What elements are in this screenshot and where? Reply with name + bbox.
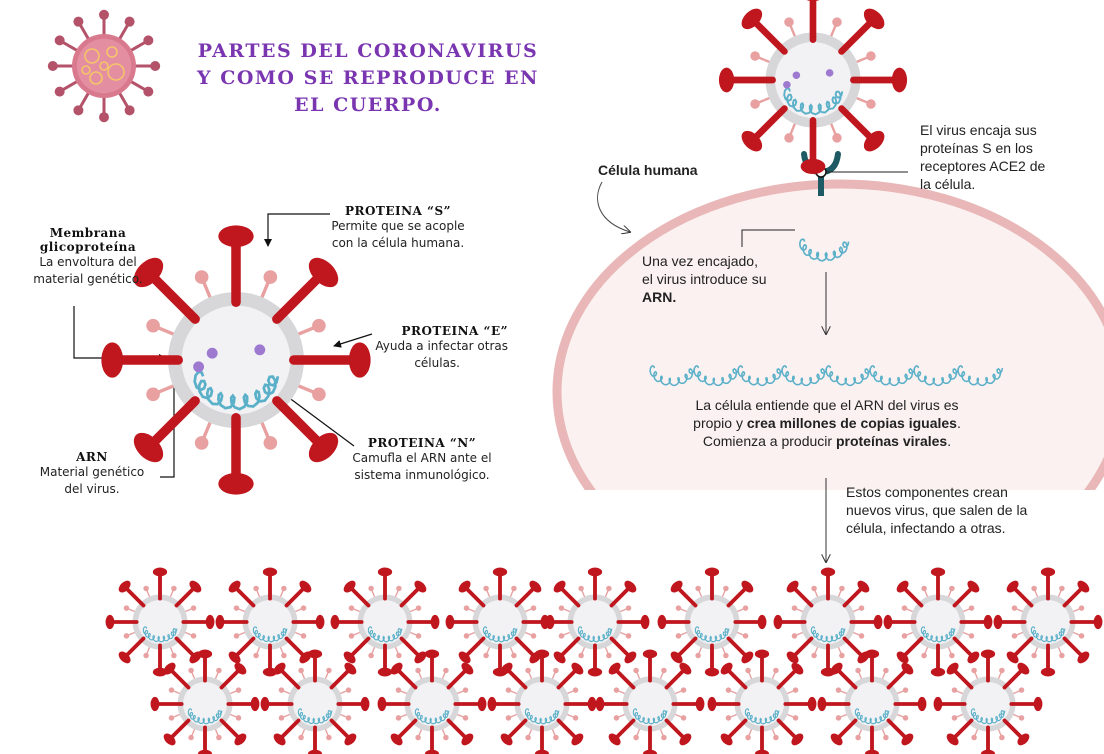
arn-desc-1: Material genético [39, 465, 145, 479]
protein-s-heading: PROTEINA “S” [344, 204, 452, 218]
new-virus [106, 568, 215, 677]
new-virus [774, 568, 883, 677]
step4-text [846, 483, 1076, 537]
label-arn [24, 450, 160, 498]
step1-text [920, 121, 1090, 193]
membrane-heading-2: glicoproteína [39, 240, 137, 254]
label-protein-s [318, 204, 478, 252]
step1-line-1: El virus encaja sus [920, 122, 1037, 138]
step3-line-3 [640, 432, 1014, 450]
label-protein-n [340, 436, 504, 484]
label-membrane [18, 226, 158, 288]
title-line-2: Y COMO SE REPRODUCE EN [197, 67, 539, 89]
step3-line-2b: crea millones de copias iguales [746, 415, 957, 431]
step2-text [642, 252, 812, 306]
new-virus [261, 650, 370, 754]
step3-line-3b: proteínas virales [835, 433, 948, 449]
title-virus-icon [48, 10, 160, 122]
step3-line-2a: propio y [693, 415, 747, 431]
step3-line-2c: . [956, 415, 961, 431]
title-line-3: EL CUERPO. [294, 94, 442, 116]
step1-line-3: receptores ACE2 de [920, 158, 1046, 174]
step4-line-3: célula, infectando a otras. [846, 520, 1006, 536]
step3-text [640, 396, 1014, 450]
new-virus [216, 568, 325, 677]
step4-line-2: nuevos virus, que salen de la [846, 502, 1028, 518]
step3-line-3c: . [947, 433, 952, 449]
step4-line-1: Estos componentes crean [846, 484, 1008, 500]
new-virus [446, 568, 555, 677]
label-protein-e [348, 324, 508, 372]
cell-pointer-arrow [598, 182, 630, 232]
membrane-desc-1: La envoltura del [39, 255, 137, 269]
step1-line-4: la célula. [920, 176, 976, 192]
arn-desc-2: del virus. [64, 482, 120, 496]
protein-e-heading: PROTEINA “E” [401, 324, 508, 338]
membrane-heading-1: Membrana [49, 226, 127, 240]
step2-line-3: ARN. [642, 289, 677, 305]
step3-line-1: La célula entiende que el ARN del virus es [695, 397, 959, 413]
protein-e-desc-2: células. [414, 356, 460, 370]
protein-n-desc-2: sistema inmunológico. [354, 468, 490, 482]
protein-s-desc-2: con la célula humana. [331, 236, 465, 250]
new-virus [541, 568, 650, 677]
protein-s-desc-1: Permite que se acople [331, 219, 465, 233]
step2-line-2: el virus introduce su [642, 271, 767, 287]
cell-label: Célula humana [598, 162, 698, 178]
step3-line-2 [640, 414, 1014, 432]
arn-heading: ARN [76, 450, 108, 464]
protein-n-heading: PROTEINA “N” [367, 436, 477, 450]
new-virus [884, 568, 993, 677]
step2-line-1: Una vez encajado, [642, 253, 758, 269]
new-virus [378, 650, 487, 754]
title-line-1: PARTES DEL CORONAVIRUS [197, 40, 539, 62]
membrane-desc-2: material genético. [33, 272, 143, 286]
new-virus [658, 568, 767, 677]
new-virus [151, 650, 260, 754]
step1-line-2: proteínas S en los [920, 140, 1033, 156]
new-virus [331, 568, 440, 677]
entering-virus [719, 0, 907, 174]
protein-e-desc-1: Ayuda a infectar otras [375, 339, 508, 353]
step3-line-3a: Comienza a producir [702, 433, 836, 449]
protein-n-desc-1: Camufla el ARN ante el [352, 451, 492, 465]
new-virus [994, 568, 1103, 677]
page-title [178, 38, 558, 119]
